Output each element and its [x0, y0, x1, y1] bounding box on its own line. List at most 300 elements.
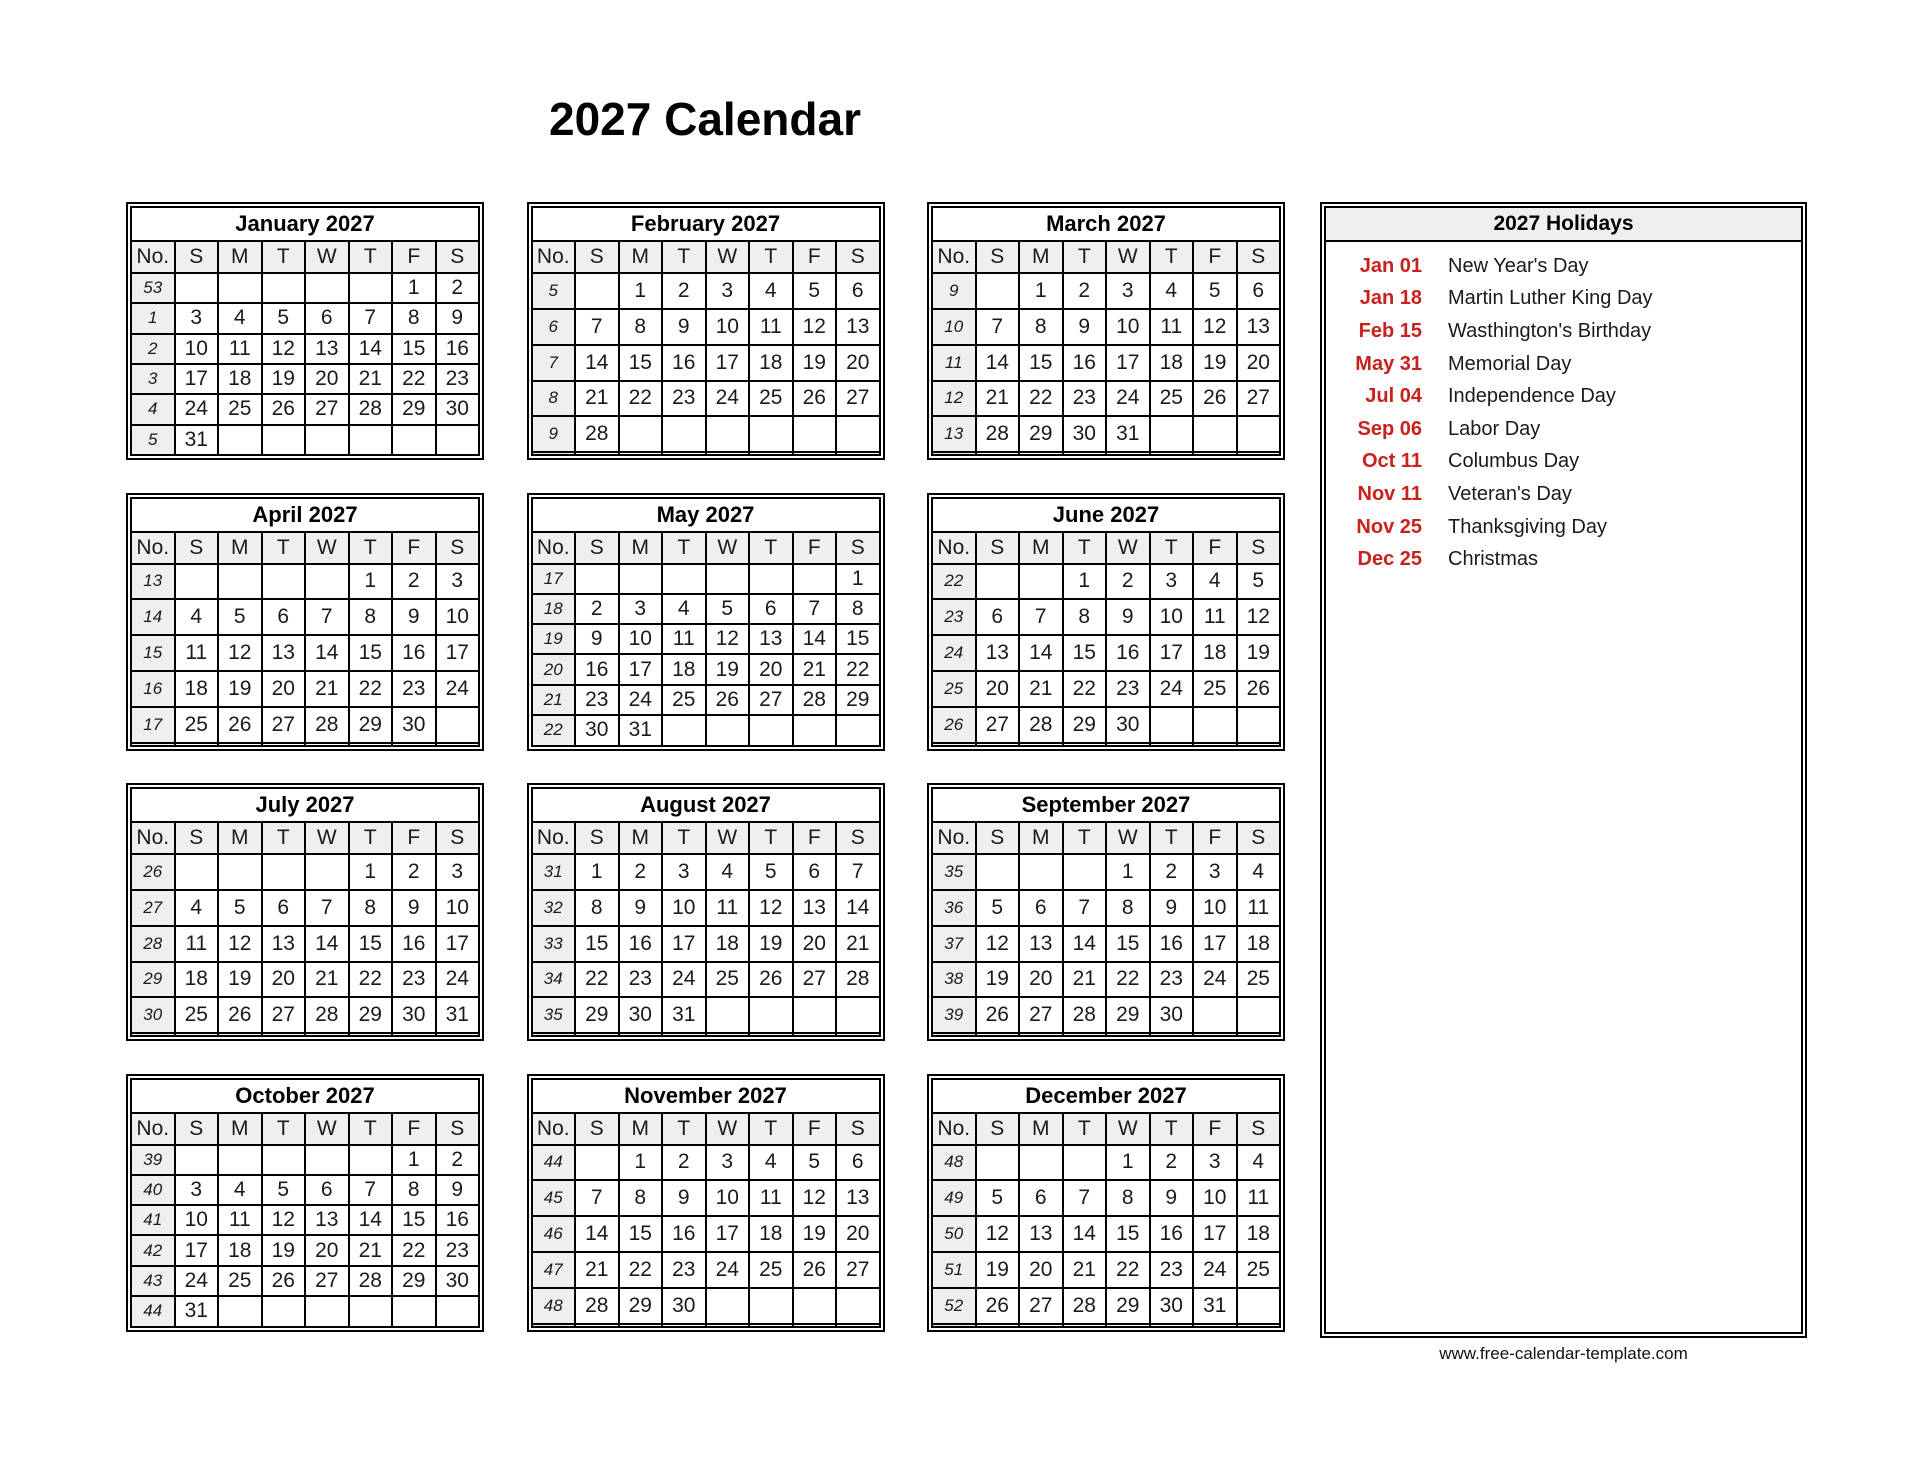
- day-cell: [349, 273, 393, 303]
- holiday-name: Independence Day: [1448, 385, 1616, 408]
- week-number-cell: 40: [131, 1175, 175, 1205]
- week-row: [131, 599, 479, 635]
- day-cell: 21: [349, 364, 393, 394]
- day-cell: 25: [175, 707, 219, 743]
- day-cell: 3: [1106, 273, 1150, 309]
- day-cell: 12: [976, 1216, 1020, 1252]
- holidays-title: 2027 Holidays: [1326, 208, 1801, 242]
- day-cell: [262, 1145, 306, 1175]
- week-row: [532, 890, 880, 926]
- day-cell: 25: [1237, 962, 1281, 998]
- week-number-cell: 5: [532, 273, 576, 309]
- week-number-cell: 1: [131, 303, 175, 333]
- day-cell: 15: [619, 345, 663, 381]
- day-cell: 30: [1106, 707, 1150, 743]
- day-cell: 3: [706, 273, 750, 309]
- day-cell: 14: [349, 1205, 393, 1235]
- day-header-cell: T: [1150, 241, 1194, 273]
- day-cell: 29: [836, 685, 880, 715]
- day-cell: 26: [1237, 671, 1281, 707]
- day-cell: 8: [836, 594, 880, 624]
- week-row: [131, 564, 479, 600]
- day-cell: [392, 1296, 436, 1326]
- holiday-row: [1326, 511, 1801, 544]
- day-cell: 20: [793, 926, 837, 962]
- day-cell: 20: [1019, 962, 1063, 998]
- day-header-cell: M: [619, 1113, 663, 1145]
- day-cell: [1063, 1033, 1107, 1036]
- day-cell: 7: [1019, 599, 1063, 635]
- day-cell: 24: [619, 685, 663, 715]
- month-calendar: [126, 493, 484, 751]
- day-cell: 25: [749, 1252, 793, 1288]
- day-cell: 29: [1019, 416, 1063, 452]
- day-cell: [619, 452, 663, 455]
- day-header-cell: M: [218, 822, 262, 854]
- week-number-cell: 53: [131, 273, 175, 303]
- day-header-cell: T: [1063, 1113, 1107, 1145]
- week-number-cell: 17: [532, 564, 576, 594]
- day-cell: 11: [706, 890, 750, 926]
- day-cell: 30: [575, 715, 619, 745]
- day-cell: [436, 707, 480, 743]
- day-cell: [1019, 1324, 1063, 1327]
- day-cell: 25: [1237, 1252, 1281, 1288]
- day-cell: 23: [1106, 671, 1150, 707]
- day-cell: [218, 273, 262, 303]
- day-cell: 10: [175, 1205, 219, 1235]
- day-cell: 22: [1019, 381, 1063, 417]
- day-cell: [175, 1145, 219, 1175]
- day-cell: 14: [575, 345, 619, 381]
- holiday-name: Christmas: [1448, 548, 1539, 571]
- month-title: November 2027: [532, 1079, 880, 1113]
- week-row: [131, 1205, 479, 1235]
- weekday-header-row: [131, 822, 479, 854]
- week-number-cell: 18: [532, 594, 576, 624]
- page-title: 2027 Calendar: [549, 93, 861, 145]
- week-number-cell: 2: [131, 334, 175, 364]
- day-cell: 17: [175, 364, 219, 394]
- day-cell: 24: [1193, 962, 1237, 998]
- day-cell: 9: [1150, 890, 1194, 926]
- day-cell: 9: [436, 1175, 480, 1205]
- week-no-header-cell: No.: [532, 241, 576, 273]
- day-cell: 4: [1237, 1145, 1281, 1181]
- week-row: [131, 1235, 479, 1265]
- week-number-cell: [932, 452, 976, 455]
- month-title: January 2027: [131, 207, 479, 241]
- week-number-cell: [532, 1033, 576, 1036]
- day-header-cell: S: [1237, 822, 1281, 854]
- day-cell: [218, 1033, 262, 1036]
- day-cell: 8: [349, 599, 393, 635]
- day-cell: [436, 1296, 480, 1326]
- day-cell: 27: [1019, 997, 1063, 1033]
- day-cell: 24: [1106, 381, 1150, 417]
- day-cell: 18: [749, 345, 793, 381]
- day-header-cell: F: [392, 1113, 436, 1145]
- day-cell: [349, 425, 393, 455]
- day-cell: 23: [392, 962, 436, 998]
- day-cell: 19: [218, 671, 262, 707]
- holiday-date: Dec 25: [1357, 548, 1422, 571]
- week-number-cell: 21: [532, 685, 576, 715]
- week-row: [532, 854, 880, 890]
- day-cell: [662, 452, 706, 455]
- day-cell: 6: [262, 890, 306, 926]
- day-cell: [793, 452, 837, 455]
- day-cell: [793, 715, 837, 745]
- day-cell: 8: [619, 309, 663, 345]
- day-cell: 4: [175, 890, 219, 926]
- day-cell: 20: [305, 364, 349, 394]
- day-cell: 15: [575, 926, 619, 962]
- day-cell: [706, 564, 750, 594]
- day-header-cell: S: [836, 532, 880, 564]
- day-cell: [349, 1033, 393, 1036]
- day-cell: 17: [436, 926, 480, 962]
- day-cell: [662, 715, 706, 745]
- month-title-row: [131, 788, 479, 822]
- month-table: [531, 497, 881, 747]
- day-cell: 23: [1150, 1252, 1194, 1288]
- day-cell: [836, 452, 880, 455]
- day-cell: 31: [1106, 416, 1150, 452]
- day-cell: 2: [436, 1145, 480, 1175]
- day-header-cell: T: [262, 532, 306, 564]
- day-cell: 6: [305, 1175, 349, 1205]
- day-cell: 26: [976, 997, 1020, 1033]
- day-cell: 5: [1237, 564, 1281, 600]
- day-cell: 24: [1150, 671, 1194, 707]
- day-header-cell: W: [305, 532, 349, 564]
- day-cell: 13: [1019, 926, 1063, 962]
- day-cell: 24: [436, 671, 480, 707]
- day-cell: 17: [1193, 926, 1237, 962]
- day-cell: 14: [1019, 635, 1063, 671]
- day-cell: 18: [175, 962, 219, 998]
- day-cell: [1237, 997, 1281, 1033]
- weekday-header-row: [932, 1113, 1280, 1145]
- week-no-header-cell: No.: [932, 241, 976, 273]
- week-number-cell: 35: [932, 854, 976, 890]
- month-title: March 2027: [932, 207, 1280, 241]
- day-header-cell: W: [706, 822, 750, 854]
- day-cell: 8: [392, 303, 436, 333]
- week-number-cell: 38: [932, 962, 976, 998]
- day-cell: 23: [662, 1252, 706, 1288]
- day-cell: [1237, 743, 1281, 746]
- day-cell: 12: [976, 926, 1020, 962]
- day-cell: 24: [1193, 1252, 1237, 1288]
- day-cell: 28: [1019, 707, 1063, 743]
- day-cell: 21: [305, 962, 349, 998]
- day-cell: [976, 1324, 1020, 1327]
- day-cell: 26: [1193, 381, 1237, 417]
- day-cell: [706, 416, 750, 452]
- day-header-cell: T: [262, 241, 306, 273]
- day-cell: 1: [392, 1145, 436, 1175]
- week-number-cell: 17: [131, 707, 175, 743]
- day-cell: [392, 425, 436, 455]
- day-cell: [1193, 416, 1237, 452]
- week-number-cell: [932, 1324, 976, 1327]
- month-table: [531, 206, 881, 456]
- week-number-cell: 10: [932, 309, 976, 345]
- day-cell: 17: [1150, 635, 1194, 671]
- day-header-cell: T: [349, 241, 393, 273]
- day-cell: 21: [305, 671, 349, 707]
- day-cell: 11: [218, 1205, 262, 1235]
- day-cell: 12: [793, 309, 837, 345]
- day-cell: 16: [1063, 345, 1107, 381]
- month-table: [531, 1078, 881, 1328]
- day-cell: [392, 743, 436, 746]
- day-cell: [262, 564, 306, 600]
- day-cell: 22: [836, 654, 880, 684]
- month-title-row: [932, 207, 1280, 241]
- day-cell: 1: [349, 854, 393, 890]
- day-cell: 8: [1063, 599, 1107, 635]
- day-header-cell: T: [1150, 532, 1194, 564]
- holiday-date: Oct 11: [1361, 450, 1422, 473]
- week-no-header-cell: No.: [532, 532, 576, 564]
- holiday-name: Labor Day: [1448, 417, 1541, 440]
- week-number-cell: [932, 1033, 976, 1036]
- day-header-cell: M: [619, 822, 663, 854]
- day-cell: 15: [1019, 345, 1063, 381]
- day-cell: [1193, 1324, 1237, 1327]
- week-row: [932, 381, 1280, 417]
- day-cell: 14: [976, 345, 1020, 381]
- day-header-cell: S: [836, 1113, 880, 1145]
- holidays-panel: [1320, 202, 1807, 1338]
- week-row: [532, 962, 880, 998]
- holiday-row: [1326, 543, 1801, 576]
- day-header-cell: S: [175, 241, 219, 273]
- day-header-cell: W: [706, 1113, 750, 1145]
- day-header-cell: M: [619, 532, 663, 564]
- week-row: [131, 303, 479, 333]
- day-cell: [749, 715, 793, 745]
- day-cell: 12: [218, 635, 262, 671]
- week-number-cell: [131, 1033, 175, 1036]
- day-cell: 4: [1237, 854, 1281, 890]
- week-number-cell: 31: [532, 854, 576, 890]
- week-row: [932, 854, 1280, 890]
- day-header-cell: T: [1063, 241, 1107, 273]
- day-cell: 11: [662, 624, 706, 654]
- day-header-cell: S: [976, 241, 1020, 273]
- month-title-row: [932, 498, 1280, 532]
- day-cell: 12: [1237, 599, 1281, 635]
- day-header-cell: S: [175, 1113, 219, 1145]
- day-cell: 20: [1019, 1252, 1063, 1288]
- week-number-cell: 34: [532, 962, 576, 998]
- day-cell: 26: [262, 1266, 306, 1296]
- day-cell: [793, 1288, 837, 1324]
- day-cell: [662, 564, 706, 594]
- day-cell: [436, 425, 480, 455]
- day-cell: [1150, 743, 1194, 746]
- day-cell: 21: [836, 926, 880, 962]
- month-table: [931, 1078, 1281, 1328]
- day-cell: 16: [575, 654, 619, 684]
- week-row: [131, 707, 479, 743]
- week-number-cell: 12: [932, 381, 976, 417]
- day-header-cell: W: [706, 241, 750, 273]
- day-cell: [749, 1324, 793, 1327]
- day-header-cell: T: [662, 241, 706, 273]
- day-cell: 22: [349, 671, 393, 707]
- day-cell: 29: [619, 1288, 663, 1324]
- day-cell: [575, 452, 619, 455]
- day-cell: 9: [392, 890, 436, 926]
- week-number-cell: [532, 452, 576, 455]
- day-cell: [175, 273, 219, 303]
- day-cell: [1106, 452, 1150, 455]
- week-row: [131, 743, 479, 746]
- week-number-cell: 42: [131, 1235, 175, 1265]
- day-cell: 10: [619, 624, 663, 654]
- day-cell: 2: [1106, 564, 1150, 600]
- day-cell: 1: [349, 564, 393, 600]
- day-cell: 27: [305, 394, 349, 424]
- week-number-cell: 51: [932, 1252, 976, 1288]
- day-cell: 18: [1237, 926, 1281, 962]
- day-cell: 3: [1150, 564, 1194, 600]
- day-cell: 22: [619, 381, 663, 417]
- day-cell: 21: [976, 381, 1020, 417]
- day-cell: [175, 743, 219, 746]
- day-cell: 30: [436, 1266, 480, 1296]
- day-cell: 2: [1150, 1145, 1194, 1181]
- day-cell: 7: [1063, 890, 1107, 926]
- day-header-cell: S: [436, 532, 480, 564]
- day-cell: 31: [619, 715, 663, 745]
- week-number-cell: 52: [932, 1288, 976, 1324]
- day-header-cell: F: [1193, 822, 1237, 854]
- week-number-cell: 44: [131, 1296, 175, 1326]
- month-table: [531, 787, 881, 1037]
- day-cell: 6: [976, 599, 1020, 635]
- day-cell: 24: [436, 962, 480, 998]
- week-row: [932, 309, 1280, 345]
- day-cell: [175, 564, 219, 600]
- week-number-cell: 3: [131, 364, 175, 394]
- week-row: [932, 599, 1280, 635]
- day-cell: 27: [836, 1252, 880, 1288]
- day-cell: 11: [1193, 599, 1237, 635]
- day-cell: 19: [218, 962, 262, 998]
- day-header-cell: S: [575, 1113, 619, 1145]
- day-header-cell: T: [349, 1113, 393, 1145]
- week-row: [532, 1145, 880, 1181]
- day-cell: [218, 1145, 262, 1175]
- weekday-header-row: [932, 532, 1280, 564]
- day-cell: 25: [1150, 381, 1194, 417]
- day-cell: 11: [749, 1180, 793, 1216]
- day-cell: 26: [262, 394, 306, 424]
- week-number-cell: 9: [932, 273, 976, 309]
- day-cell: 18: [175, 671, 219, 707]
- week-row: [131, 425, 479, 455]
- day-cell: 10: [1106, 309, 1150, 345]
- week-number-cell: 14: [131, 599, 175, 635]
- day-cell: 5: [262, 1175, 306, 1205]
- day-cell: [1237, 1324, 1281, 1327]
- day-cell: [976, 743, 1020, 746]
- week-number-cell: 29: [131, 962, 175, 998]
- day-header-cell: F: [793, 1113, 837, 1145]
- day-cell: 27: [749, 685, 793, 715]
- week-number-cell: 4: [131, 394, 175, 424]
- week-row: [932, 635, 1280, 671]
- day-cell: 22: [575, 962, 619, 998]
- week-row: [532, 926, 880, 962]
- day-cell: 15: [392, 1205, 436, 1235]
- day-cell: 10: [1193, 1180, 1237, 1216]
- day-cell: 12: [706, 624, 750, 654]
- day-cell: 9: [662, 309, 706, 345]
- day-cell: [1150, 416, 1194, 452]
- day-cell: 11: [1237, 1180, 1281, 1216]
- day-cell: 19: [793, 1216, 837, 1252]
- day-header-cell: W: [1106, 532, 1150, 564]
- day-header-cell: M: [619, 241, 663, 273]
- day-cell: 2: [436, 273, 480, 303]
- day-cell: 18: [1193, 635, 1237, 671]
- day-cell: 16: [1106, 635, 1150, 671]
- day-cell: 4: [1193, 564, 1237, 600]
- week-row: [131, 635, 479, 671]
- week-row: [532, 997, 880, 1033]
- day-cell: 20: [836, 345, 880, 381]
- day-cell: 27: [1237, 381, 1281, 417]
- day-cell: 19: [793, 345, 837, 381]
- day-cell: 3: [175, 1175, 219, 1205]
- day-cell: [662, 1324, 706, 1327]
- day-cell: 6: [1019, 890, 1063, 926]
- holiday-date: Nov 25: [1356, 515, 1422, 538]
- day-cell: 4: [749, 273, 793, 309]
- day-cell: 8: [1019, 309, 1063, 345]
- week-row: [131, 273, 479, 303]
- day-cell: 25: [706, 962, 750, 998]
- day-cell: 9: [1063, 309, 1107, 345]
- day-cell: [836, 1288, 880, 1324]
- holiday-row: [1326, 348, 1801, 381]
- day-cell: [1106, 1324, 1150, 1327]
- week-row: [932, 890, 1280, 926]
- day-cell: 22: [392, 364, 436, 394]
- day-header-cell: F: [793, 822, 837, 854]
- week-row: [131, 671, 479, 707]
- day-cell: 3: [619, 594, 663, 624]
- day-cell: 21: [1019, 671, 1063, 707]
- day-cell: [349, 1296, 393, 1326]
- day-cell: 24: [706, 1252, 750, 1288]
- day-cell: [1019, 743, 1063, 746]
- day-cell: 11: [175, 926, 219, 962]
- day-cell: 11: [1150, 309, 1194, 345]
- week-row: [532, 345, 880, 381]
- day-header-cell: W: [305, 1113, 349, 1145]
- weekday-header-row: [532, 532, 880, 564]
- day-header-cell: S: [836, 822, 880, 854]
- day-header-cell: T: [749, 241, 793, 273]
